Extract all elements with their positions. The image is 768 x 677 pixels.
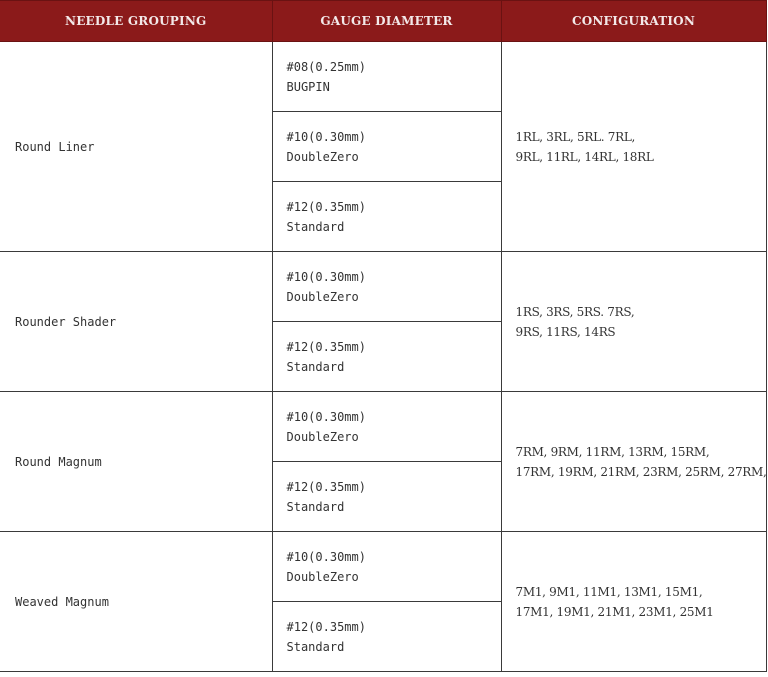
gauge-label: BUGPIN xyxy=(286,79,330,94)
gauge-label: Standard xyxy=(286,639,345,654)
table-body xyxy=(0,42,766,672)
gauge-size: #12(0.35mm) xyxy=(286,199,366,214)
gauge-diameter-cell xyxy=(272,462,501,532)
needle-grouping-cell: Round Liner xyxy=(0,42,272,252)
gauge-size: #12(0.35mm) xyxy=(286,339,366,354)
gauge-size: #10(0.30mm) xyxy=(286,409,366,424)
gauge-label: DoubleZero xyxy=(286,149,359,164)
configuration-cell xyxy=(501,42,766,252)
gauge-diameter-cell xyxy=(272,112,501,182)
gauge-label: Standard xyxy=(286,219,345,234)
header-configuration: CONFIGURATION xyxy=(501,1,766,42)
header-row xyxy=(0,1,766,42)
table-row xyxy=(0,252,766,322)
header-gauge-diameter: GAUGE DIAMETER xyxy=(272,1,501,42)
gauge-label: DoubleZero xyxy=(286,429,359,444)
gauge-diameter-cell xyxy=(272,42,501,112)
gauge-label: Standard xyxy=(286,359,345,374)
gauge-size: #10(0.30mm) xyxy=(286,129,366,144)
configuration-line: 1RS, 3RS, 5RS. 7RS, xyxy=(515,304,635,319)
configuration-cell xyxy=(501,392,766,532)
gauge-label: DoubleZero xyxy=(286,289,359,304)
configuration-line: 17M1, 19M1, 21M1, 23M1, 25M1 xyxy=(515,604,714,619)
needle-grouping-cell: Rounder Shader xyxy=(0,252,272,392)
configuration-line: 1RL, 3RL, 5RL. 7RL, xyxy=(515,129,636,144)
gauge-diameter-cell xyxy=(272,252,501,322)
gauge-diameter-cell xyxy=(272,602,501,672)
configuration-line: 7RM, 9RM, 11RM, 13RM, 15RM, xyxy=(515,444,710,459)
configuration-cell xyxy=(501,252,766,392)
needle-grouping-cell: Weaved Magnum xyxy=(0,532,272,672)
gauge-size: #10(0.30mm) xyxy=(286,549,366,564)
header-needle-grouping: NEEDLE GROUPING xyxy=(0,1,272,42)
gauge-label: DoubleZero xyxy=(286,569,359,584)
gauge-size: #12(0.35mm) xyxy=(286,619,366,634)
gauge-diameter-cell xyxy=(272,392,501,462)
table-row xyxy=(0,532,766,602)
table-row xyxy=(0,392,766,462)
gauge-size: #10(0.30mm) xyxy=(286,269,366,284)
configuration-line: 9RL, 11RL, 14RL, 18RL xyxy=(515,149,654,164)
gauge-diameter-cell xyxy=(272,322,501,392)
gauge-label: Standard xyxy=(286,499,345,514)
gauge-diameter-cell xyxy=(272,182,501,252)
configuration-line: 7M1, 9M1, 11M1, 13M1, 15M1, xyxy=(515,584,703,599)
table-row xyxy=(0,42,766,112)
gauge-size: #12(0.35mm) xyxy=(286,479,366,494)
configuration-cell xyxy=(501,532,766,672)
needle-grouping-cell: Round Magnum xyxy=(0,392,272,532)
configuration-line: 9RS, 11RS, 14RS xyxy=(515,324,616,339)
configuration-line: 17RM, 19RM, 21RM, 23RM, 25RM, 27RM, xyxy=(515,464,767,479)
gauge-size: #08(0.25mm) xyxy=(286,59,366,74)
gauge-diameter-cell xyxy=(272,532,501,602)
